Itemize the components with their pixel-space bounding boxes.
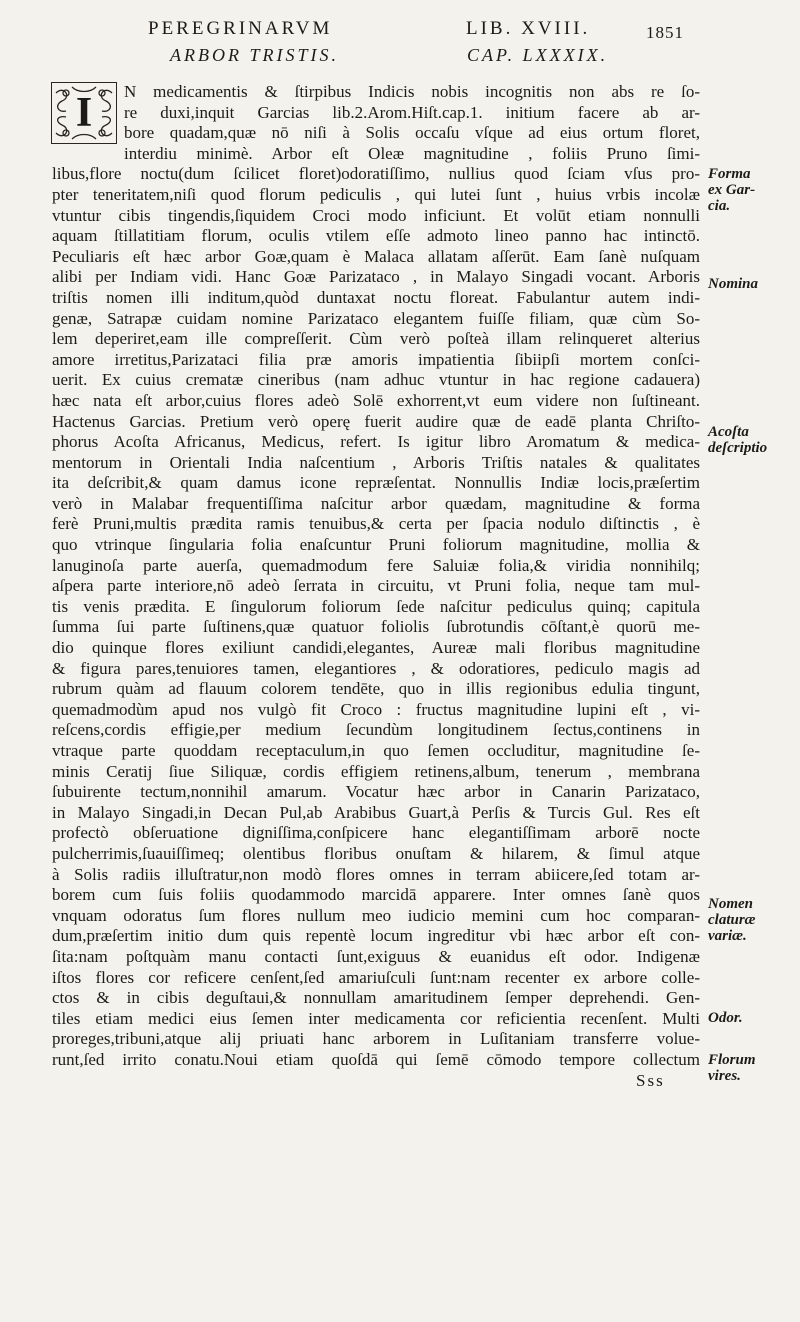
- decorated-initial: [51, 82, 117, 144]
- text-line: rubrum quàm ad flauum colorem tendēte, quo in illis regionibus edulia tingunt,: [52, 679, 700, 699]
- text-line: hæc nata eſt arbor,cuius flores adeò Solē exhorrent,vt eum videre non ſuſtineant.: [52, 390, 700, 410]
- text-line: ita deſcribit,& quam damus icone repræſentat. Nonnullis Indiæ locis,præſertim: [52, 473, 700, 493]
- chapter-number: CAP. LXXXIX.: [467, 45, 609, 65]
- text-line: pter teneritatem,niſi quod florum pediculis , qui lutei ſunt , huius vrbis incolæ: [52, 184, 700, 204]
- margin-note: Odor.: [708, 1010, 743, 1026]
- text-line: & figura pares,tenuiores tamen, elegantiores , & odoratiores, pediculo magis ad: [52, 658, 700, 678]
- text-line: in Malayo Singadi,in Decan Pul,ab Arabibus Guart,à Perſis & Turcis Gul. Res eſt: [52, 802, 700, 822]
- text-line: proreges,tribuni,atque alij priuati hanc arborem in Luſitaniam transferre volue-: [52, 1029, 700, 1049]
- text-line: pulcherrimis,ſuauiſſimeq; olentibus floribus onuſtam & hilarem, & ſimul atque: [52, 843, 700, 863]
- text-line: Hactenus Garcias. Pretium verò operę fuerit audire quæ de eadē planta Chriſto-: [52, 411, 700, 431]
- text-line: ctos & in cibis deguſtaui,& nonnullam amaritudinem ſemper deprehendi. Gen-: [52, 988, 700, 1008]
- text-line: lanuginoſa parte auerſa, quemadmodum fere Saluiæ folia,& viridia nonnihilq;: [52, 555, 700, 575]
- text-line: aquam ſtillatitiam florum, oculis vtilem eſſe admoto lineo panno hac intinctō.: [52, 226, 700, 246]
- text-line: tis venis prædita. E ſingulorum foliorum ſede naſcitur pediculus quinq; capitula: [52, 596, 700, 616]
- running-head-book: LIB. XVIII.: [466, 18, 591, 39]
- text-line: quo vtrinque ſingularia folia enaſcuntur Pruni foliorum magnitudine, mollia &: [52, 535, 700, 555]
- text-line: interdiu minimè. Arbor eſt Oleæ magnitudine , foliis Pruno ſimi-: [124, 143, 700, 163]
- text-line: triſtis nomen illi inditum,quòd duntaxat noctu floreat. Fabulantur autem indi-: [52, 287, 700, 307]
- text-line: vtuntur cibis tingendis,ſiquidem Croci modo inficiunt. Et volūt etiam nonnulli: [52, 205, 700, 225]
- text-line: à Solis radiis illuſtratur,non modò flores omnes in terram abiicere,ſed totam ar-: [52, 864, 700, 884]
- page-number: 1851: [646, 23, 684, 42]
- text-line: verò in Malabar frequentiſſima naſcitur arbor quædam, magnitudine & forma: [52, 493, 700, 513]
- signature-mark: Sss: [636, 1070, 665, 1090]
- text-line: re duxi,inquit Garcias lib.2.Arom.Hiſt.cap.1. initium facere ab ar-: [124, 102, 700, 122]
- text-line: ferè Pruni,multis prædita ramis tenuibus,& certa per ſpacia nodulo diſtinctis , è: [52, 514, 700, 534]
- text-line: phorus Acoſta Africanus, Medicus, refert. Is igitur libro Aromatum & medica-: [52, 432, 700, 452]
- text-line: bore quadam,quæ nō niſi à Solis occaſu vſque ad eius ortum floret,: [124, 123, 700, 143]
- text-line: quemadmodùm apud nos vulgò fit Croco : fructus magnitudine lupini eſt , vi-: [52, 699, 700, 719]
- text-line: uerit. Ex cuius crematæ cineribus (nam adhuc vtuntur in hac regione cadauera): [52, 370, 700, 390]
- text-line: dum,præſertim initio dum quis repentè locum ingreditur vbi hæc arbor eſt con-: [52, 926, 700, 946]
- text-line: minis Ceratij ſiue Siliquæ, cordis effigiem retinens,album, tenerum , membrana: [52, 761, 700, 781]
- text-line: vnquam odoratus ſum flores nullum meo iudicio memini cum hoc comparan-: [52, 905, 700, 925]
- body-text: [52, 82, 700, 1091]
- text-line: reſcens,cordis effigie,per medium ſecundùm longitudinem ſectus,continens in: [52, 720, 700, 740]
- text-line: lem deperiret,eam ille compreſſerit. Cùm verò poſteà illam relinqueret alterius: [52, 329, 700, 349]
- chapter-title: ARBOR TRISTIS.: [170, 45, 339, 65]
- text-line: mentorum in Orientali India naſcentium , Arboris Triſtis natales & qualitates: [52, 452, 700, 472]
- text-line: ſubuirente tectum,nonnihil amarum. Vocatur hæc arbor in Canarin Parizataco,: [52, 782, 700, 802]
- margin-note: Nomina: [708, 276, 759, 292]
- margin-note: Forma ex Gar- cia.: [708, 166, 756, 214]
- text-line: Peculiaris eſt hæc arbor Goæ,quam è Malaca allatam aſſerūt. Eam ſanè nuſquam: [52, 246, 700, 266]
- text-line: genæ, Satrapæ cuidam nomine Parizataco elegantem fuiſſe filiam, quæ cùm So-: [52, 308, 700, 328]
- text-line: N medicamentis & ſtirpibus Indicis nobis incognitis non abs re ſo-: [124, 82, 700, 101]
- text-line: aſpera parte interiore,nō adeò ſerrata in circuitu, vt Pruni folia, neque tam mul-: [52, 576, 700, 596]
- text-line: profectò obſeruatione digniſſima,conſpicere hanc elegantiſſimam arborē nocte: [52, 823, 700, 843]
- initial-letter: I: [75, 90, 93, 136]
- text-line: tiles etiam medici eius ſemen inter medicamenta cor reficientia recenſent. Multi: [52, 1008, 700, 1028]
- text-line: dio quinque flores exiliunt candidi,elegantes, Aureæ mali floribus magnitudine: [52, 638, 700, 658]
- text-line: ſita:nam poſtquàm manu contacti ſunt,exiguus & euanidus eſt odor. Indigenæ: [52, 946, 700, 966]
- text-line: ſumma ſui parte ſuſtinens,quæ quatuor foliolis ſubrotundis cōſtant,è quorū me-: [52, 617, 700, 637]
- text-line: amore irretitus,Parizataci filia præ amoris impatientia ſibiipſi mortem conſci-: [52, 349, 700, 369]
- text-line: alibi per Indiam vidi. Hanc Goæ Parizataco , in Malayo Singadi vocant. Arboris: [52, 267, 700, 287]
- text-line: iſtos flores cor reficere cenſent,ſed amariuſculi ſunt:nam recenter ex arbore colle-: [52, 967, 700, 987]
- text-line: vtraque parte quoddam receptaculum,in quo ſemen occluditur, magnitudine ſe-: [52, 741, 700, 760]
- margin-note: Nomen claturæ variæ.: [708, 896, 756, 944]
- margin-note: Florum vires.: [708, 1052, 756, 1084]
- text-line: borem cum ſuis foliis quodammodo marcidā apparere. Inter omnes ſanè quos: [52, 885, 700, 905]
- text-line: runt,ſed irrito conatu.Noui etiam quoſdā qui ſemē cōmodo tempore collectum: [52, 1049, 700, 1069]
- text-line: libus,flore noctu(dum ſcilicet floret)odoratiſſimo, nullius quod ſciam vſus pro-: [52, 164, 700, 184]
- margin-note: Acoſta deſcriptio: [708, 424, 768, 456]
- running-head-title: PEREGRINARVM: [148, 18, 333, 39]
